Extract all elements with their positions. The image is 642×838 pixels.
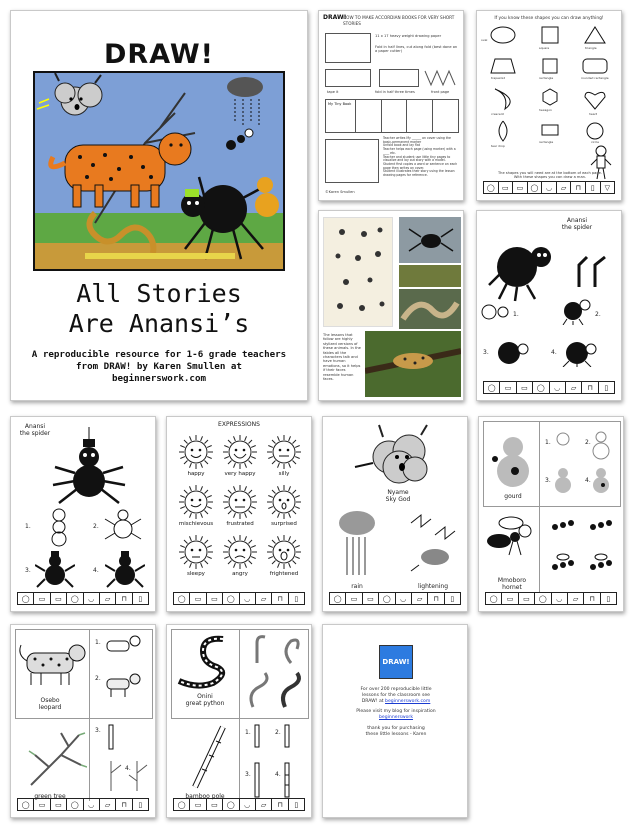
onini-lesson-page[interactable]	[166, 624, 312, 818]
strip-cell: ▭	[500, 382, 516, 393]
strip-diagram	[325, 69, 371, 87]
step-4: Teacher and student use little tiny pages to visualize and lay out story with a model.	[383, 154, 451, 163]
lightning-label: lightening	[417, 583, 449, 590]
step-number-4: 4.	[585, 477, 591, 484]
leopard-icon	[17, 637, 87, 691]
step-4-spider	[105, 549, 145, 589]
strip-cell: ⊓	[116, 799, 132, 810]
step-number-3: 3.	[483, 349, 489, 356]
strip-cell: ◯	[223, 593, 239, 604]
nyame-cloud-icon	[353, 423, 443, 487]
accordion-steps	[383, 137, 461, 178]
step-1-circles	[481, 299, 513, 325]
accordion-instructions-page[interactable]	[318, 10, 464, 201]
strip-cell: ◯	[67, 799, 83, 810]
tape-note-2: fold in half three times	[375, 90, 415, 94]
shape-label-2: square	[539, 46, 550, 50]
strip-cell: ◡	[84, 593, 100, 604]
strip-cell: ▭	[519, 593, 535, 604]
gourd-steps	[545, 425, 619, 501]
hornet-label	[485, 577, 539, 591]
cover-tagline	[31, 349, 287, 385]
lightning-icon	[405, 513, 461, 575]
step-number-3: 3.	[95, 727, 101, 734]
strip-cell: ⊓	[272, 593, 288, 604]
shape-label-4: trapezoid	[491, 76, 506, 80]
anansi-lesson-page-2[interactable]	[10, 416, 156, 612]
strip-cell: ◯	[379, 593, 395, 604]
spider-photo	[399, 217, 461, 263]
nyame-lesson-page[interactable]	[322, 416, 468, 612]
strip-cell: ▱	[100, 799, 116, 810]
strip-cell: ◯	[535, 593, 551, 604]
expression-face	[175, 533, 217, 581]
tape-note: tape it	[327, 90, 339, 94]
step-3-spider	[35, 549, 75, 589]
tree-icon	[21, 725, 87, 791]
expression-face	[175, 433, 217, 481]
python-steps	[243, 633, 309, 715]
nyame-role: Sky God	[385, 496, 411, 503]
blog-link[interactable]: beginnerswork	[379, 715, 413, 721]
expressions-title: EXPRESSIONS	[218, 421, 260, 428]
sun-face-icon	[219, 433, 261, 471]
expression-face	[175, 483, 217, 531]
step-number-1: 1.	[25, 523, 31, 530]
shape-label-9: heart	[589, 112, 597, 116]
shapes-outro-line-1: The shapes you will need are at the bottom of each page.	[497, 171, 603, 175]
sun-face-icon	[175, 533, 217, 571]
strip-cell: ▽	[604, 183, 610, 192]
promo-line-3-prefix: DRAW! at	[361, 698, 386, 704]
strip-cell: ▯	[294, 800, 299, 809]
spider-legs-icon	[573, 251, 613, 291]
strip-cell: ◯	[67, 593, 83, 604]
snake-photo	[399, 289, 461, 329]
anansi-title-line-2: the spider	[19, 430, 51, 437]
tagline-website: beginnerswork.com	[111, 373, 207, 384]
step-number-4: 4.	[93, 567, 99, 574]
step-3-spider	[493, 337, 529, 367]
step-number-1: 1.	[95, 639, 101, 646]
strip-cell: ▭	[190, 593, 206, 604]
bamboo-icon	[189, 725, 229, 789]
sun-face-icon	[263, 433, 305, 471]
step-number-3: 3.	[545, 477, 551, 484]
strip-cell: ▭	[190, 799, 206, 810]
tagline-line-1: A reproducible resource for 1-6 grade teachers	[31, 349, 287, 360]
shape-label-10: tear drop	[491, 144, 505, 148]
expressions-page[interactable]	[166, 416, 312, 612]
strip-cell: ◯	[528, 182, 543, 193]
cover-title: DRAW!	[104, 39, 214, 70]
strip-diagram-2	[379, 69, 419, 87]
step-1-circles	[47, 507, 71, 547]
strip-cell: ▭	[517, 382, 533, 393]
strip-cell: ◯	[223, 799, 239, 810]
strip-cell: ⊓	[116, 593, 132, 604]
strip-cell: ◯	[18, 593, 34, 604]
strip-cell: ◯	[533, 382, 549, 393]
expression-label: surprised	[271, 521, 297, 527]
cover-subtitle	[11, 279, 307, 339]
sun-face-icon	[175, 483, 217, 521]
expression-face	[219, 533, 261, 581]
strip-cell: ◡	[240, 593, 256, 604]
book-pages-diagram	[325, 99, 459, 133]
step-number-3: 3.	[245, 771, 251, 778]
leopard-photo	[365, 331, 461, 397]
anansi-lesson-page-1[interactable]	[476, 210, 622, 401]
strip-cell: ◯	[18, 799, 34, 810]
strip-cell: ◡	[84, 799, 100, 810]
sun-face-icon	[263, 533, 305, 571]
strip-cell: ◡	[542, 182, 557, 193]
strip-cell: ▱	[412, 593, 428, 604]
fold-note: Fold in half lines, cut along fold (best done on a paper cutter)	[375, 45, 458, 54]
shape-label-6: rounded rectangle	[581, 76, 609, 80]
shape-label-7: crescent	[491, 112, 504, 116]
step-number-2: 2.	[595, 311, 601, 318]
cover-illustration	[33, 71, 285, 271]
strip-cell: ◯	[484, 182, 499, 193]
copyright: ©Karen Smullen	[325, 190, 355, 194]
strip-cell: ▱	[100, 593, 116, 604]
shapes-outro-line-2: With these shapes you can draw a man.	[513, 175, 587, 180]
strip-cell: ⊓	[571, 182, 586, 193]
step-number-2: 2.	[95, 675, 101, 682]
shape-strip	[17, 798, 149, 811]
strip-cell: ◡	[552, 593, 568, 604]
photos-caption: The lessons that follow are highly stylized versions of these animals. In the fables all the characters talk and have human emotions, so it helps if their faces resemble human faces.	[323, 333, 361, 382]
strip-cell: ▯	[604, 383, 609, 392]
shapes-page[interactable]	[476, 10, 622, 201]
strip-cell: ⊓	[428, 593, 444, 604]
cover-page[interactable]	[10, 10, 308, 401]
osebo-animal: leopard	[38, 704, 62, 711]
expression-face	[219, 483, 261, 531]
step-number-1: 1.	[245, 729, 251, 736]
step-number-2: 2.	[275, 729, 281, 736]
expression-label: angry	[232, 571, 248, 577]
cover-subtitle-line-2: Are Anansi’s	[68, 309, 250, 338]
osebo-lesson-page[interactable]	[10, 624, 156, 818]
strip-cell: ◡	[240, 799, 256, 810]
expression-face	[263, 483, 305, 531]
hornet-icon	[485, 511, 539, 561]
book-cover-cell: My Tiny Book	[326, 100, 356, 132]
accordion-fold-icon	[423, 67, 459, 89]
draw-brand: DRAW!	[323, 14, 347, 21]
expression-label: frightened	[269, 571, 299, 577]
hornet-photo	[399, 265, 461, 287]
strip-cell: ▯	[294, 594, 299, 603]
shape-strip	[17, 592, 149, 605]
strip-cell: ◡	[396, 593, 412, 604]
divider	[539, 421, 540, 593]
tagline-line-2: from DRAW! by Karen Smullen at	[76, 361, 242, 372]
python-icon	[173, 633, 237, 693]
promo-line-5: thank you for purchasing	[367, 725, 425, 731]
shape-label-11: rectangle	[539, 140, 554, 144]
step-4-spider	[561, 337, 597, 367]
animal-photos-page[interactable]	[318, 210, 464, 401]
shapes-intro: If you know these shapes you can draw anything!	[494, 16, 604, 21]
strip-cell: ◯	[484, 382, 500, 393]
shape-strip	[483, 381, 615, 394]
gourd-label: gourd	[504, 493, 522, 500]
step-2: Unfold book and lay flat	[383, 143, 420, 148]
shape-grid	[485, 25, 615, 147]
strip-cell: ▱	[557, 182, 572, 193]
anansi-title	[537, 217, 617, 231]
anansi-title-line-2: the spider	[561, 224, 593, 231]
strip-cell: ▯	[606, 594, 611, 603]
strip-cell: ◯	[174, 593, 190, 604]
step-number-4: 4.	[125, 765, 131, 772]
front-page-note: front page	[431, 90, 450, 94]
sun-face-icon	[219, 483, 261, 521]
anansi-title-line-1: Anansi	[24, 423, 46, 430]
strip-cell: ▯	[586, 182, 601, 193]
strip-cell: ▱	[256, 799, 272, 810]
strip-cell: ⊓	[582, 382, 598, 393]
strip-cell: ▭	[502, 593, 518, 604]
step-3: Teacher helps each page (using marker) with a ____ etc.	[383, 147, 456, 155]
strip-cell: ⊓	[272, 799, 288, 810]
onini-name: Onini	[197, 693, 213, 700]
strip-cell: ▯	[450, 594, 455, 603]
strip-cell: ▱	[256, 593, 272, 604]
paper-diagram	[325, 33, 371, 63]
bamboo-label: bamboo pole	[185, 793, 225, 800]
promo-line-4: Please visit my blog for inspiration	[356, 709, 436, 715]
divider	[89, 629, 90, 801]
step-2-spider	[103, 507, 143, 543]
strip-cell: ⊓	[584, 593, 600, 604]
nyame-name-label	[363, 489, 433, 503]
paper-note: 11 x 17 heavy weight drawing paper	[375, 34, 442, 38]
onini-animal: great python	[185, 700, 225, 707]
step-number-4: 4.	[551, 349, 557, 356]
shape-strip	[173, 798, 305, 811]
shape-label-1: oval	[481, 38, 488, 42]
nyame-name: Nyame	[387, 489, 409, 496]
expression-label: sleepy	[187, 571, 205, 577]
example-book-diagram	[325, 139, 379, 183]
strip-cell: ▭	[499, 182, 514, 193]
expression-face	[263, 433, 305, 481]
step-number-3: 3.	[25, 567, 31, 574]
strip-cell: ▯	[138, 594, 143, 603]
expression-face	[219, 433, 261, 481]
cover-subtitle-line-1: All Stories	[76, 279, 242, 308]
promo-line-1: For over 200 reproducible little	[360, 687, 432, 692]
shape-label-3: triangle	[585, 46, 597, 50]
strip-cell: ▭	[207, 593, 223, 604]
sun-face-icon	[175, 433, 217, 471]
step-number-4: 4.	[275, 771, 281, 778]
anansi-spider-icon	[487, 233, 557, 303]
promo-line-2: lessons for the classroom see	[361, 692, 431, 698]
spider-sketches	[323, 217, 393, 327]
anansi-spider-icon	[49, 427, 129, 507]
promo-text	[329, 687, 463, 738]
osebo-label	[25, 697, 75, 711]
shape-strip	[483, 181, 615, 194]
draw-book-icon	[379, 645, 413, 679]
step-number-1: 1.	[545, 439, 551, 446]
shape-strip	[173, 592, 305, 605]
strip-cell: ▭	[346, 593, 362, 604]
expression-label: very happy	[224, 471, 256, 477]
promo-page[interactable]	[322, 624, 468, 818]
shapes-outro	[481, 171, 619, 180]
tree-steps	[101, 721, 153, 797]
strip-cell: ▭	[363, 593, 379, 604]
strip-cell: ◯	[486, 593, 502, 604]
strip-cell: ▱	[566, 382, 582, 393]
strip-cell: ▭	[34, 799, 50, 810]
expression-label: happy	[187, 471, 205, 477]
shape-label-5: rectangle	[539, 76, 554, 80]
step-1: Teacher writes My ______ on cover using the basic-permanent marker	[383, 136, 451, 144]
strip-cell: ◡	[550, 382, 566, 393]
shape-label-12: circle	[591, 140, 599, 144]
tree-label: green tree	[34, 793, 66, 800]
rain-label: rain	[351, 583, 363, 590]
sun-face-icon	[263, 483, 305, 521]
expression-label: frustrated	[226, 521, 254, 527]
strip-cell: ▭	[34, 593, 50, 604]
expression-face	[263, 533, 305, 581]
expression-label: mischievous	[178, 521, 214, 527]
divider	[239, 629, 240, 801]
hornet-steps	[545, 513, 619, 593]
shape-strip	[329, 592, 461, 605]
rain-cloud-icon	[333, 509, 383, 579]
leopard-steps	[101, 633, 153, 713]
strip-cell: ▱	[568, 593, 584, 604]
strip-cell: ◯	[174, 799, 190, 810]
expression-label: silly	[278, 471, 290, 477]
website-link[interactable]: beginnerswork.com	[385, 698, 431, 704]
bamboo-steps	[251, 723, 309, 801]
shape-strip	[485, 592, 617, 605]
promo-line-6: these little lessons - Karen	[365, 731, 427, 737]
osebo-name: Osebo	[40, 697, 60, 704]
accordion-title: HOW TO MAKE ACCORDIAN BOOKS FOR VERY SHORT STORIES	[343, 15, 455, 26]
step-6: Student illustrates their story using the lesson drawing pages for reference.	[383, 169, 455, 178]
step-number-2: 2.	[93, 523, 99, 530]
step-number-1: 1.	[513, 311, 519, 318]
strip-cell: ◯	[330, 593, 346, 604]
sun-face-icon	[219, 533, 261, 571]
hornet-type: hornet	[502, 584, 522, 591]
strip-cell: ▯	[138, 800, 143, 809]
strip-cell: ▭	[207, 799, 223, 810]
strip-cell: ▭	[513, 182, 528, 193]
anansi-title-line-1: Anansi	[566, 217, 588, 224]
hornet-name: Mmoboro	[497, 577, 527, 584]
gourd-icon	[487, 425, 537, 495]
shape-label-8: hexagon	[539, 108, 552, 112]
strip-cell: ▭	[51, 593, 67, 604]
strip-cell: ▭	[51, 799, 67, 810]
faces-grid	[175, 433, 305, 583]
onini-label	[177, 693, 233, 707]
step-2-spider	[559, 295, 593, 325]
gourd-hornet-page[interactable]	[478, 416, 624, 612]
step-number-2: 2.	[585, 439, 591, 446]
step-5: Student first copies a word or sentence on each page then writes on cover.	[383, 161, 458, 170]
promo-badge: DRAW!	[382, 658, 410, 666]
